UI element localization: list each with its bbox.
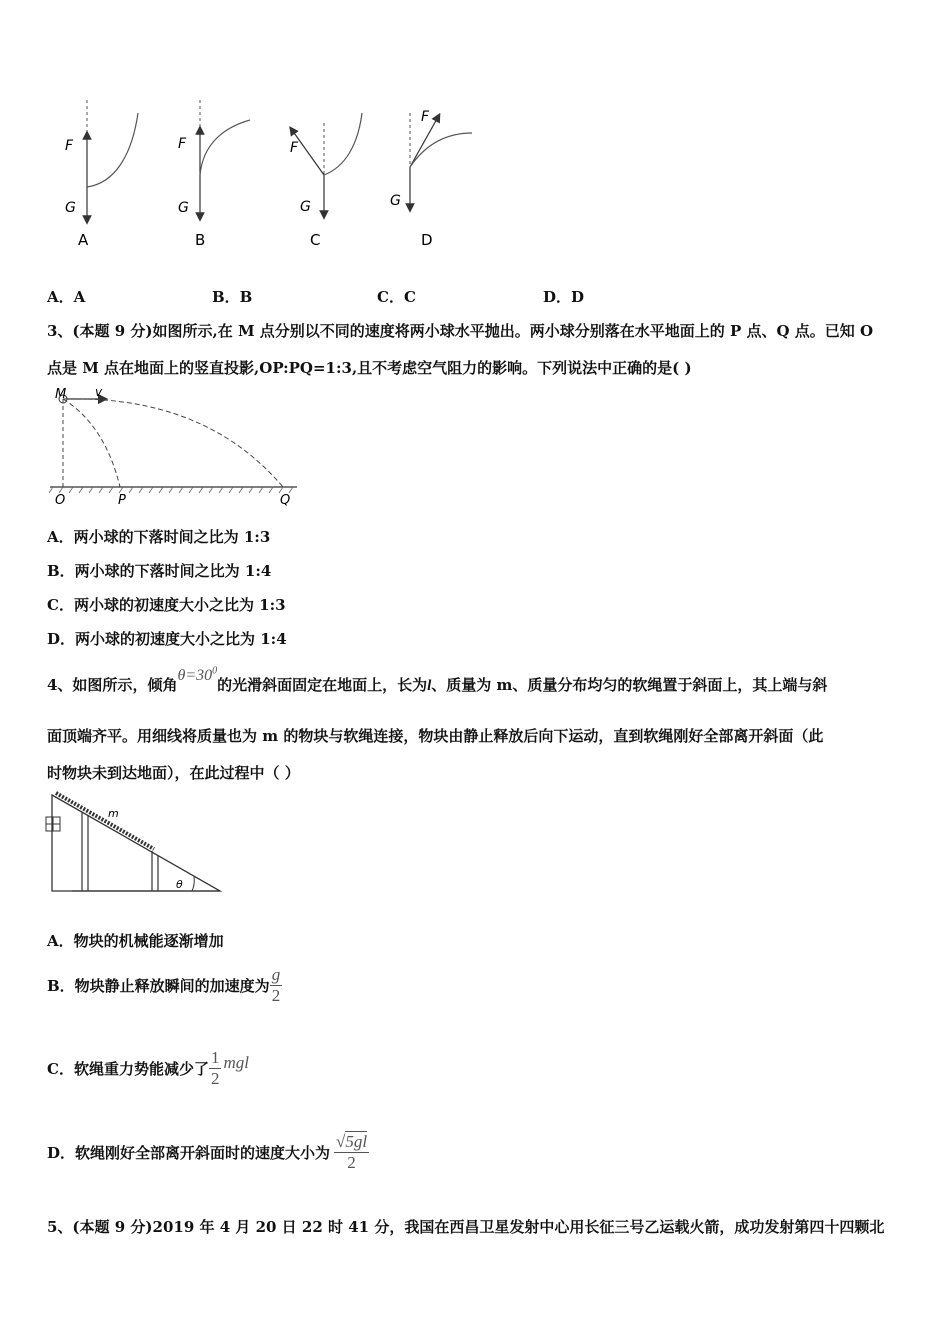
theta-expression: $\theta=30^0$ <box>177 665 218 684</box>
q4-option-c[interactable]: C．软绳重力势能减少了 $\frac{1}{2}$ mgl <box>47 1048 249 1088</box>
panel-d <box>390 109 472 249</box>
angle-label: θ <box>176 878 183 891</box>
q4-option-b[interactable]: B．物块静止释放瞬间的加速度为 $\frac{g}{2}$ <box>47 965 281 1005</box>
panel-a-f-label: F <box>65 138 74 154</box>
velocity-label: v <box>95 385 103 399</box>
panel-d-g-label: G <box>390 193 401 209</box>
panel-a-g-label: G <box>65 200 76 216</box>
fraction-sqrt-5gl-over-2: $\frac{√5gl}{2}$ <box>336 1132 368 1172</box>
panel-a-caption: A <box>78 231 89 249</box>
q2-option-b[interactable]: B．B <box>212 288 253 306</box>
projectile-figure <box>45 385 305 510</box>
point-p-label: P <box>118 493 126 508</box>
point-o-label: O <box>55 493 66 508</box>
panel-d-f-label: F <box>421 109 430 125</box>
panel-c-f-label: F <box>290 140 299 156</box>
q5-stem-line1: 5、(本题 9 分)2019 年 4 月 20 日 22 时 41 分，我国在西昌卫星发射中心用长征三号乙运载火箭，成功发射第四十四颗北 <box>47 1218 885 1236</box>
q4-option-d[interactable]: D．软绳刚好全部离开斜面时的速度大小为 $\frac{√5gl}{2}$ <box>47 1132 368 1172</box>
q3-stem-line2: 点是 M 点在地面上的竖直投影,OP:PQ=1:3,且不考虑空气阻力的影响。下列说法中正确的是( ) <box>47 359 692 377</box>
point-m-label: M <box>55 387 67 402</box>
force-diagram-figure <box>40 95 500 255</box>
panel-b-f-label: F <box>178 136 187 152</box>
q2-option-d[interactable]: D．D <box>543 288 585 306</box>
q3-option-d[interactable]: D．两小球的初速度大小之比为 1:4 <box>47 630 287 648</box>
panel-c-g-label: G <box>300 199 311 215</box>
q4-stem-line1: 4、如图所示，倾角$\theta=30^0$的光滑斜面固定在地面上，长为l、质量为 m、质量分布均匀的软绳置于斜面上，其上端与斜 <box>47 665 828 694</box>
panel-c <box>290 113 362 249</box>
panel-b <box>178 100 250 249</box>
q4-stem-line2: 面顶端齐平。用细线将质量也为 m 的物块与软绳连接，物块由静止释放后向下运动，直到软绳刚好全部离开斜面（此 <box>47 727 824 745</box>
panel-c-caption: C <box>310 231 321 249</box>
q2-option-c[interactable]: C．C <box>377 288 416 306</box>
panel-b-g-label: G <box>178 200 189 216</box>
fraction-1-over-2: $\frac{1}{2}$ <box>210 1048 220 1088</box>
q2-option-a[interactable]: A．A <box>47 288 86 306</box>
q3-option-b[interactable]: B．两小球的下落时间之比为 1:4 <box>47 562 272 580</box>
panel-a <box>65 100 138 249</box>
q4-stem-line3: 时物块未到达地面），在此过程中（ ） <box>47 764 300 782</box>
q3-option-a[interactable]: A．两小球的下落时间之比为 1:3 <box>47 528 271 546</box>
q3-option-c[interactable]: C．两小球的初速度大小之比为 1:3 <box>47 596 286 614</box>
q4-option-a[interactable]: A．物块的机械能逐渐增加 <box>47 932 224 950</box>
q3-stem-line1: 3、(本题 9 分)如图所示,在 M 点分别以不同的速度将两小球水平抛出。两小球分别落在水平地面上的 P 点、Q 点。已知 O <box>47 322 874 340</box>
rope-mass-label: m <box>108 807 119 820</box>
point-q-label: Q <box>280 493 291 508</box>
panel-b-caption: B <box>195 231 206 249</box>
incline-figure <box>42 785 227 897</box>
panel-d-caption: D <box>421 231 433 249</box>
fraction-g-over-2: $\frac{g}{2}$ <box>271 965 281 1005</box>
